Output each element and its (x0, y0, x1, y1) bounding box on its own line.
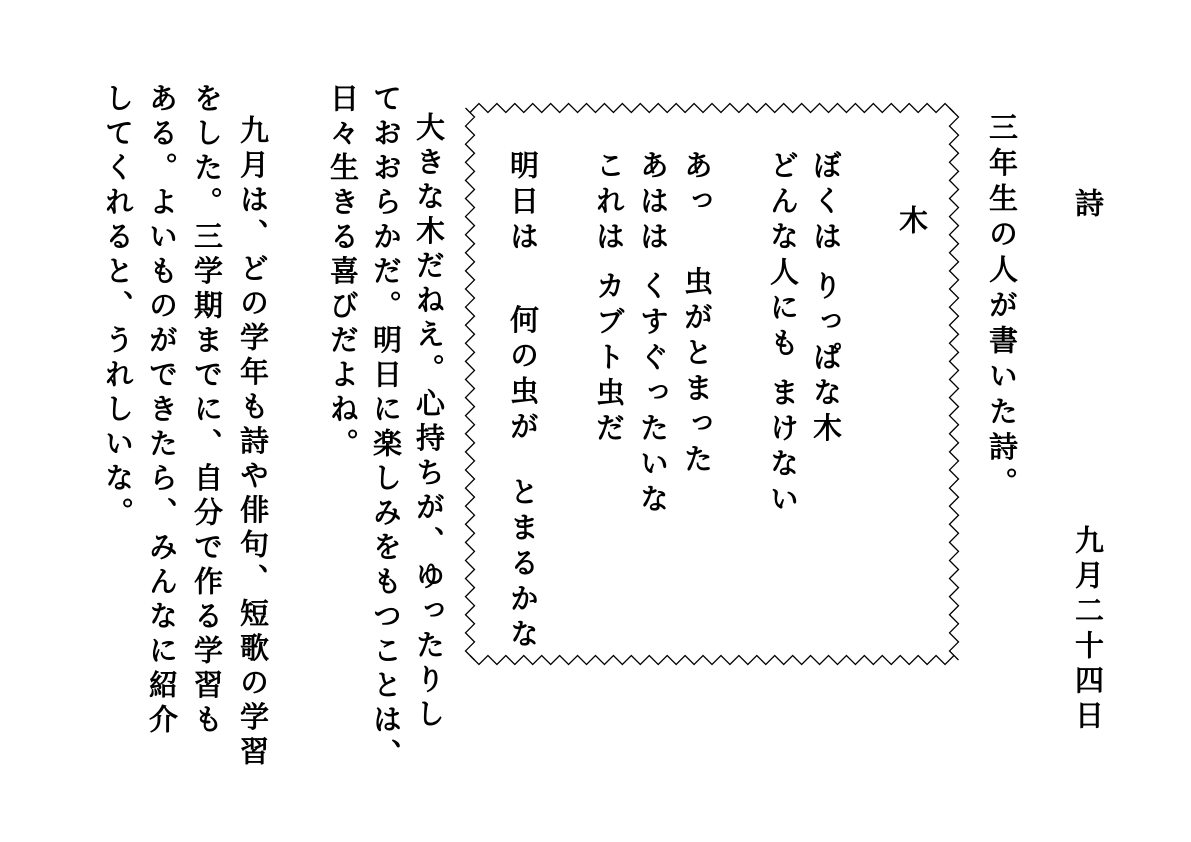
poem-title (895, 205, 929, 240)
commentary-text-2: ておおらかだ。明日に楽しみをもつことは、 (369, 83, 403, 773)
intro-text: 三年生の人が書いた詩。 (985, 112, 1019, 503)
poem-line-2-part-2: まけない (766, 377, 800, 519)
poem-line-4-part-2: くすぐったいな (636, 270, 670, 519)
poem-line-5 (592, 150, 626, 448)
poem-line-4 (636, 150, 670, 519)
zigzag-edge-4 (466, 108, 475, 660)
poem-line-6-part-2: 何の虫が (506, 304, 540, 447)
poem-line-5-part-2: カブト虫だ (592, 270, 626, 448)
poem-line-1-part-2: りっぱな木 (809, 270, 843, 448)
poem-line-2-part-1: どんな人にも (766, 150, 800, 363)
poem-line-4-part-1: あはは (636, 150, 670, 257)
closing-line-2 (190, 83, 224, 739)
date-label (1071, 525, 1105, 735)
poem-title-text: 木 (895, 205, 929, 240)
commentary-line-2 (369, 83, 403, 773)
poem-line-3-part-2: 虫がとまった (680, 266, 714, 479)
commentary-text-1: 大きな木だねえ。心持ちが、ゆったりし (412, 112, 446, 733)
date-text: 九月二十四日 (1071, 525, 1105, 735)
closing-text-1: 九月は、どの学年も詩や俳句、短歌の学習 (236, 115, 270, 771)
zigzag-edge-1 (470, 104, 954, 113)
closing-line-4 (101, 83, 135, 532)
zigzag-edge-2 (950, 108, 959, 660)
poem-line-5-part-1: これは (592, 150, 626, 257)
poem-line-6-part-3: とまるかな (506, 476, 540, 654)
zigzag-edge-3 (470, 656, 954, 665)
poem-line-3-part-1: あっ (680, 150, 714, 221)
closing-text-4: してくれると、うれしいな。 (101, 83, 135, 532)
poem-line-1-part-1: ぼくは (809, 150, 843, 257)
poem-line-3 (680, 150, 714, 479)
commentary-text-3: 日々生きる喜びだよね。 (326, 83, 360, 463)
intro-line (985, 112, 1019, 503)
poem-line-6-part-1: 明日は (506, 150, 540, 257)
poem-line-1 (809, 150, 843, 448)
title-text: 詩 (1071, 188, 1105, 223)
poem-line-6 (506, 150, 540, 654)
poem-line-2 (766, 150, 800, 519)
closing-text-3: ある。よいものができたら、みんなに紹介 (145, 83, 179, 739)
commentary-line-3 (326, 83, 360, 463)
commentary-line-1 (412, 112, 446, 733)
closing-line-1 (236, 115, 270, 771)
closing-line-3 (145, 83, 179, 739)
page-title (1071, 188, 1105, 223)
closing-text-2: をした。三学期までに、自分で作る学習も (190, 83, 224, 739)
